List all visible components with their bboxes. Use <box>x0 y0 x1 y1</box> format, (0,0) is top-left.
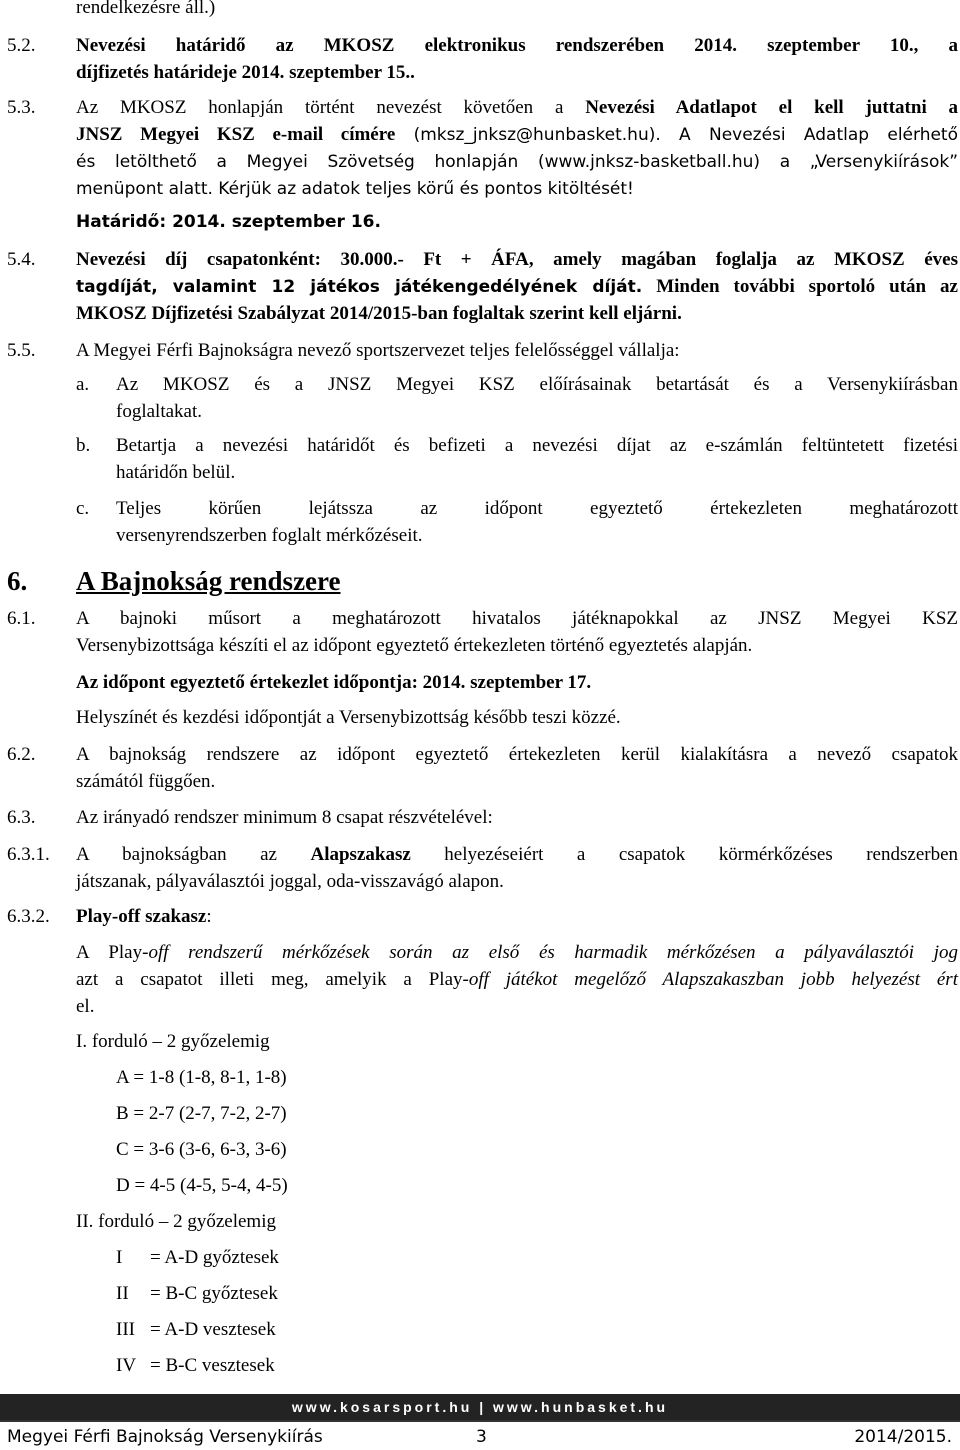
footer-season: 2014/2015. <box>854 1427 952 1447</box>
section-heading-number: 6. <box>7 566 28 596</box>
round2-roman: III <box>116 1319 135 1340</box>
pairing: A = 1-8 (1-8, 8-1, 1-8) <box>116 1067 287 1088</box>
paragraph-line: Az MKOSZ honlapján történt nevezést követően a Nevezési Adatlapot el kell juttatni a <box>76 97 959 118</box>
subsection-title: Play-off szakasz: <box>76 906 212 927</box>
section-heading: A Bajnokság rendszere <box>76 566 341 596</box>
paragraph-line: A Megyei Férfi Bajnokságra nevező sportszervezet teljes felelősséggel vállalja: <box>76 340 680 361</box>
paragraph-line: Versenybizottsága készíti el az időpont egyeztető értekezleten történő egyeztetés alapján. <box>76 635 753 656</box>
paragraph-line: el. <box>76 996 95 1017</box>
paragraph-line: játszanak, pályaválasztói joggal, oda-visszavágó alapon. <box>76 871 504 892</box>
round2-roman: I <box>116 1247 123 1268</box>
list-item: határidőn belül. <box>116 462 236 483</box>
continued-text: rendelkezésre áll.) <box>76 0 216 18</box>
list-item: Betartja a nevezési határidőt és befizeti a nevezési díjat az e-számlán feltüntetett fizetési <box>116 435 958 456</box>
pairing: D = 4-5 (4-5, 5-4, 4-5) <box>116 1175 288 1196</box>
section-number: 6.3.2. <box>7 906 50 927</box>
section-number: 6.1. <box>7 608 36 629</box>
round2-pairing: = A-D győztesek <box>150 1247 279 1268</box>
deadline-text: Határidő: 2014. szeptember 16. <box>76 212 381 232</box>
list-item: Teljes körűen lejátssza az időpont egyeztető értekezleten meghatározott <box>116 498 958 519</box>
footer-divider <box>0 1420 960 1422</box>
list-item: Az MKOSZ és a JNSZ Megyei KSZ előírásainak betartását és a Versenykiírásban <box>116 374 958 395</box>
page-number: 3 <box>476 1427 487 1447</box>
fee-text: Nevezési díj csapatonként: 30.000.- Ft + ÁFA, amely magában foglalja az MKOSZ éves <box>76 249 958 270</box>
section-number: 6.3. <box>7 807 36 828</box>
paragraph-line: JNSZ Megyei KSZ e-mail címére (mksz_jnksz@hunbasket.hu). A Nevezési Adatlap elérhető <box>76 124 958 145</box>
deadline-text: díjfizetés határideje 2014. szeptember 15.. <box>76 62 415 83</box>
paragraph-line: A bajnokság rendszere az időpont egyeztető értekezleten kerül kialakításra a nevező csapatok <box>76 744 958 765</box>
list-label: c. <box>76 498 90 519</box>
round-title: II. forduló – 2 győzelemig <box>76 1211 276 1232</box>
list-label: b. <box>76 435 91 456</box>
paragraph-line: számától függően. <box>76 771 216 792</box>
round2-pairing: = A-D vesztesek <box>150 1319 276 1340</box>
pairing: C = 3-6 (3-6, 6-3, 3-6) <box>116 1139 287 1160</box>
round2-pairing: = B-C győztesek <box>150 1283 278 1304</box>
fee-text: tagdíját, valamint 12 játékos játékengedélyének díját. Minden további sportoló után az <box>76 276 958 297</box>
round2-roman: IV <box>116 1355 137 1376</box>
round2-roman: II <box>116 1283 129 1304</box>
paragraph-line: azt a csapatot illeti meg, amelyik a Play-off játékot megelőző Alapszakaszban jobb helyezést ért <box>76 969 958 990</box>
pairing: B = 2-7 (2-7, 7-2, 2-7) <box>116 1103 287 1124</box>
paragraph-line: A bajnoki műsort a meghatározott hivatalos játéknapokkal az JNSZ Megyei KSZ <box>76 608 958 629</box>
list-item: versenyrendszerben foglalt mérkőzéseit. <box>116 525 423 546</box>
paragraph-line: A bajnokságban az Alapszakasz helyezéseiért a csapatok körmérkőzéses rendszerben <box>76 844 959 865</box>
paragraph-line: A Play-off rendszerű mérkőzések során az első és harmadik mérkőzésen a pályaválasztói jog <box>76 942 959 963</box>
section-number: 5.3. <box>7 97 36 118</box>
section-number: 6.3.1. <box>7 844 50 865</box>
fee-text: MKOSZ Díjfizetési Szabályzat 2014/2015-ban foglaltak szerint kell eljárni. <box>76 303 682 324</box>
round-title: I. forduló – 2 győzelemig <box>76 1031 270 1052</box>
footer-website-bar: www.kosarsport.hu | www.hunbasket.hu <box>0 1394 960 1420</box>
meeting-date: Az időpont egyeztető értekezlet időpontja: 2014. szeptember 17. <box>76 672 592 693</box>
section-number: 5.2. <box>7 35 36 56</box>
paragraph-line: menüpont alatt. Kérjük az adatok teljes körű és pontos kitöltését! <box>76 179 634 199</box>
paragraph-line: és letölthető a Megyei Szövetség honlapján (www.jnksz-basketball.hu) a „Versenykiírások” <box>76 152 958 172</box>
section-number: 5.4. <box>7 249 36 270</box>
paragraph-line: Az irányadó rendszer minimum 8 csapat részvételével: <box>76 807 493 828</box>
footer-document-title: Megyei Férfi Bajnokság Versenykiírás <box>7 1427 323 1447</box>
round2-pairing: = B-C vesztesek <box>150 1355 275 1376</box>
list-item: foglaltakat. <box>116 401 202 422</box>
deadline-text: Nevezési határidő az MKOSZ elektronikus rendszerében 2014. szeptember 10., a <box>76 35 958 56</box>
list-label: a. <box>76 374 90 395</box>
paragraph-line: Helyszínét és kezdési időpontját a Versenybizottság később teszi közzé. <box>76 707 621 728</box>
section-number: 5.5. <box>7 340 36 361</box>
section-number: 6.2. <box>7 744 36 765</box>
